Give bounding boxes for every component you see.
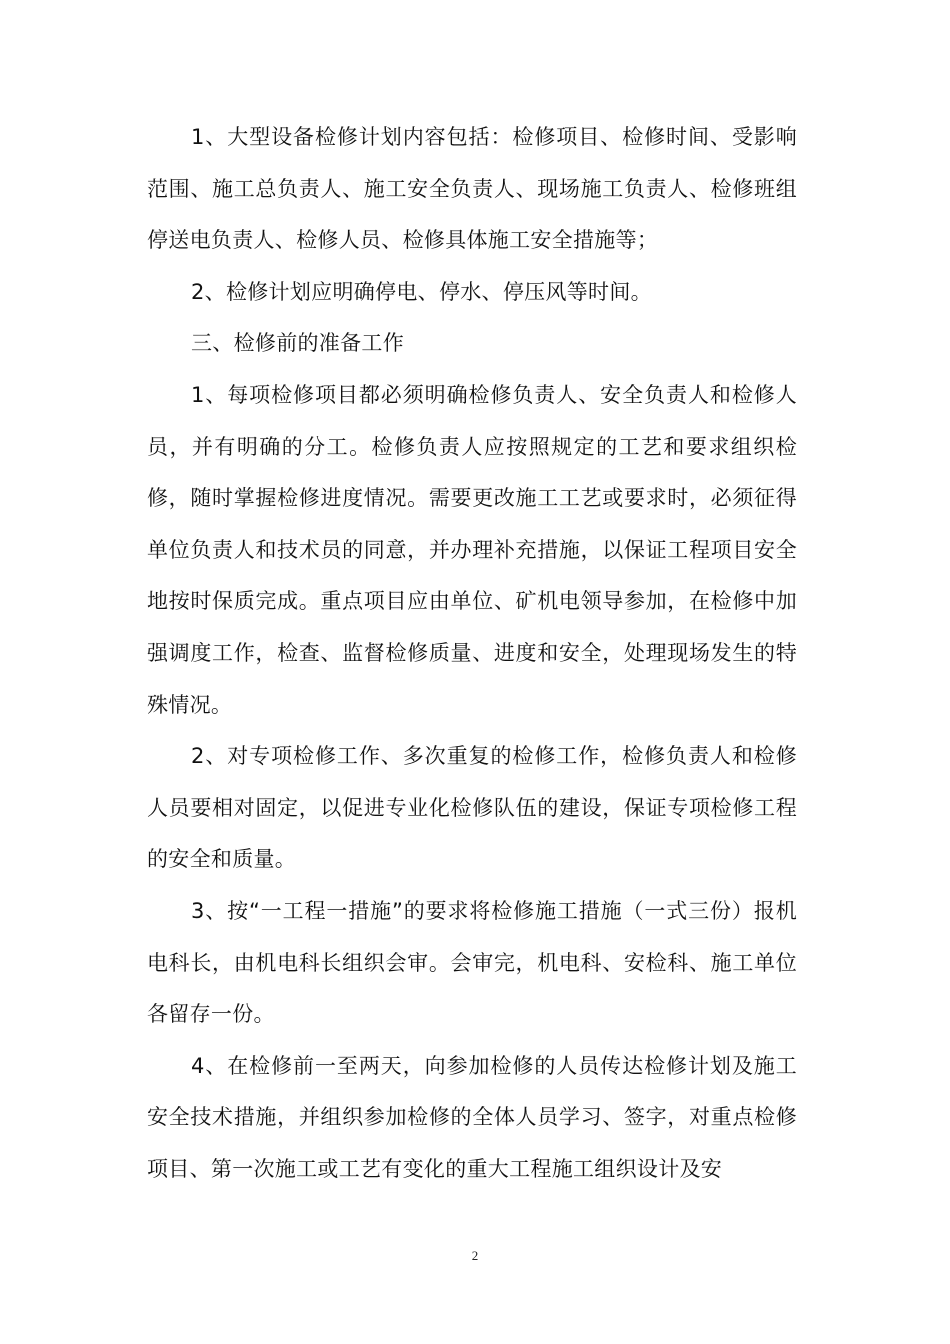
paragraph-pre-maintenance-briefing: 4、在检修前一至两天，向参加检修的人员传达检修计划及施工安全技术措施，并组织参加检修的全体人员学习、签字，对重点检修项目、第一次施工或工艺有变化的重大工程施工组织设计及安 — [147, 1053, 797, 1181]
page-number: 2 — [471, 1248, 479, 1263]
document-body — [147, 112, 797, 1195]
paragraph-special-maintenance: 2、对专项检修工作、多次重复的检修工作，检修负责人和检修人员要相对固定，以促进专业化检修队伍的建设，保证专项检修工程的安全和质量。 — [147, 744, 797, 872]
paragraph-outage-times: 2、检修计划应明确停电、停水、停压风等时间。 — [191, 279, 652, 304]
paragraph-responsibilities: 1、每项检修项目都必须明确检修负责人、安全负责人和检修人员，并有明确的分工。检修负责人应按照规定的工艺和要求组织检修，随时掌握检修进度情况。需要更改施工工艺或要求时，必须征得单位负责人和技术员的同意，并办理补充措施，以保证工程项目安全地按时保质完成。重点项目应由单位、矿机电领导参加，在检修中加强调度工作，检查、监督检修质量、进度和安全，处理现场发生的特殊情况。 — [147, 382, 797, 717]
section-heading-preparation: 三、检修前的准备工作 — [191, 331, 404, 356]
paragraph-one-project-one-measure: 3、按“一工程一措施”的要求将检修施工措施（一式三份）报机电科长，由机电科长组织会审。会审完，机电科、安检科、施工单位各留存一份。 — [147, 898, 797, 1027]
paragraph-plan-content: 1、大型设备检修计划内容包括：检修项目、检修时间、受影响范围、施工总负责人、施工安全负责人、现场施工负责人、检修班组停送电负责人、检修人员、检修具体施工安全措施等； — [147, 125, 797, 253]
